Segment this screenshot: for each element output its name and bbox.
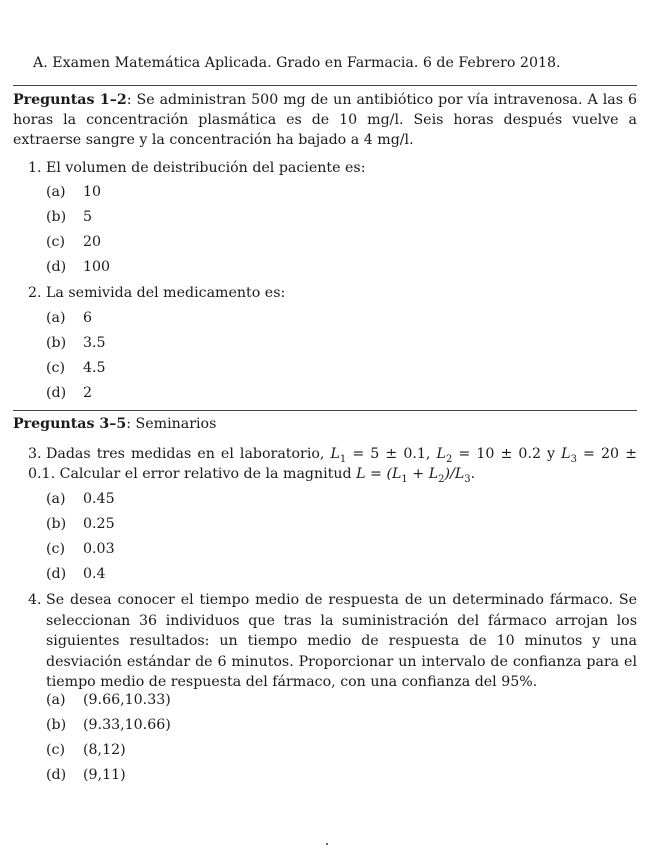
option-label: (d) bbox=[46, 566, 67, 582]
question-2-text: La semivida del medicamento es: bbox=[46, 285, 286, 301]
math-var: L bbox=[561, 446, 571, 462]
option-3b[interactable] bbox=[46, 514, 115, 539]
section-1-text: : Se administran 500 mg de un antibiótico por vía intravenosa. A las 6 horas la concentración plasmática es de 10 mg/l. Seis horas después vuelve a extraerse sangre y la concentración ha bajado a 4 mg/l. bbox=[13, 92, 637, 148]
question-1-text: El volumen de deistribución del paciente es: bbox=[46, 160, 366, 176]
question-2-number: 2. bbox=[28, 285, 42, 301]
math-text: = 10 ± 0.2 y bbox=[452, 446, 562, 462]
option-label: (a) bbox=[46, 692, 66, 708]
option-4b[interactable] bbox=[46, 715, 171, 740]
divider-1 bbox=[13, 85, 637, 86]
option-1c[interactable] bbox=[46, 232, 110, 257]
option-label: (b) bbox=[46, 717, 67, 733]
question-4-number: 4. bbox=[28, 592, 42, 608]
option-label: (c) bbox=[46, 234, 66, 250]
option-value: (8,12) bbox=[83, 742, 126, 758]
question-2 bbox=[28, 283, 637, 303]
math-expr: + L bbox=[407, 466, 439, 482]
math-sub: 1 bbox=[339, 453, 347, 465]
option-2b[interactable] bbox=[46, 333, 106, 358]
option-2d[interactable] bbox=[46, 383, 106, 408]
option-label: (b) bbox=[46, 335, 67, 351]
option-label: (c) bbox=[46, 742, 66, 758]
option-value: 5 bbox=[83, 209, 93, 225]
question-4-text: Se desea conocer el tiempo medio de respuesta de un determinado fármaco. Se seleccionan 36 individuos que tras la suministración del fármaco arrojan los siguientes resultados: un tiempo medio de respuesta de 10 minutos y una desviación estándar de 6 minutos. Proporcionar un intervalo de confianza para el tiempo medio de respuesta del fármaco, con una confianza del 95%. bbox=[46, 592, 637, 690]
option-3d[interactable] bbox=[46, 564, 115, 589]
divider-2 bbox=[13, 410, 637, 411]
math-expr: L = (L bbox=[356, 466, 402, 482]
question-3 bbox=[28, 444, 637, 484]
option-value: 4.5 bbox=[83, 360, 106, 376]
math-text: . bbox=[470, 466, 476, 482]
option-label: (a) bbox=[46, 310, 66, 326]
question-3-options bbox=[46, 489, 115, 589]
option-value: 3.5 bbox=[83, 335, 106, 351]
section-1-title: Preguntas 1–2 bbox=[13, 92, 127, 108]
option-value: 6 bbox=[83, 310, 93, 326]
option-value: 0.03 bbox=[83, 541, 115, 557]
option-2a[interactable] bbox=[46, 308, 106, 333]
question-1 bbox=[28, 158, 637, 178]
question-2-options bbox=[46, 308, 106, 408]
option-4c[interactable] bbox=[46, 740, 171, 765]
option-value: 0.45 bbox=[83, 491, 115, 507]
option-value: 10 bbox=[83, 184, 102, 200]
option-label: (a) bbox=[46, 491, 66, 507]
option-1a[interactable] bbox=[46, 182, 110, 207]
section-1-statement bbox=[13, 90, 637, 150]
math-expr: )/L bbox=[444, 466, 465, 482]
math-text: = 20 ± 0.1. Calcular el error relativo de la magnitud bbox=[28, 446, 637, 482]
option-1b[interactable] bbox=[46, 207, 110, 232]
math-var: L bbox=[330, 446, 340, 462]
option-value: 2 bbox=[83, 385, 93, 401]
math-sub: 2 bbox=[438, 473, 445, 485]
question-3-number: 3. bbox=[28, 446, 42, 462]
option-label: (b) bbox=[46, 209, 67, 225]
question-1-options bbox=[46, 182, 110, 282]
option-value: 0.25 bbox=[83, 516, 115, 532]
option-label: (d) bbox=[46, 767, 67, 783]
option-value: (9,11) bbox=[83, 767, 126, 783]
option-value: 0.4 bbox=[83, 566, 106, 582]
page-mark bbox=[326, 843, 328, 845]
section-2-title: Preguntas 3–5 bbox=[13, 416, 127, 432]
question-3-text: Dadas tres medidas en el laboratorio, bbox=[46, 446, 331, 462]
option-value: 20 bbox=[83, 234, 102, 250]
question-1-number: 1. bbox=[28, 160, 42, 176]
math-sub: 2 bbox=[445, 453, 453, 465]
option-label: (b) bbox=[46, 516, 67, 532]
option-3c[interactable] bbox=[46, 539, 115, 564]
section-2-statement bbox=[13, 414, 637, 434]
question-4 bbox=[28, 590, 637, 693]
option-label: (d) bbox=[46, 385, 67, 401]
math-sub: 3 bbox=[570, 453, 577, 465]
option-4d[interactable] bbox=[46, 765, 171, 790]
section-2-text: : Seminarios bbox=[126, 416, 217, 432]
math-text: = 5 ± 0.1, bbox=[346, 446, 437, 462]
option-1d[interactable] bbox=[46, 257, 110, 282]
math-var: L bbox=[436, 446, 446, 462]
option-value: (9.66,10.33) bbox=[83, 692, 171, 708]
math-sub: 1 bbox=[401, 473, 408, 485]
option-label: (a) bbox=[46, 184, 66, 200]
exam-header: A. Examen Matemática Aplicada. Grado en Farmacia. 6 de Febrero 2018. bbox=[33, 55, 561, 71]
math-sub: 3 bbox=[464, 473, 471, 485]
option-2c[interactable] bbox=[46, 358, 106, 383]
option-value: (9.33,10.66) bbox=[83, 717, 171, 733]
option-4a[interactable] bbox=[46, 690, 171, 715]
option-label: (d) bbox=[46, 259, 67, 275]
option-3a[interactable] bbox=[46, 489, 115, 514]
option-label: (c) bbox=[46, 360, 66, 376]
option-label: (c) bbox=[46, 541, 66, 557]
option-value: 100 bbox=[83, 259, 111, 275]
question-4-options bbox=[46, 690, 171, 790]
